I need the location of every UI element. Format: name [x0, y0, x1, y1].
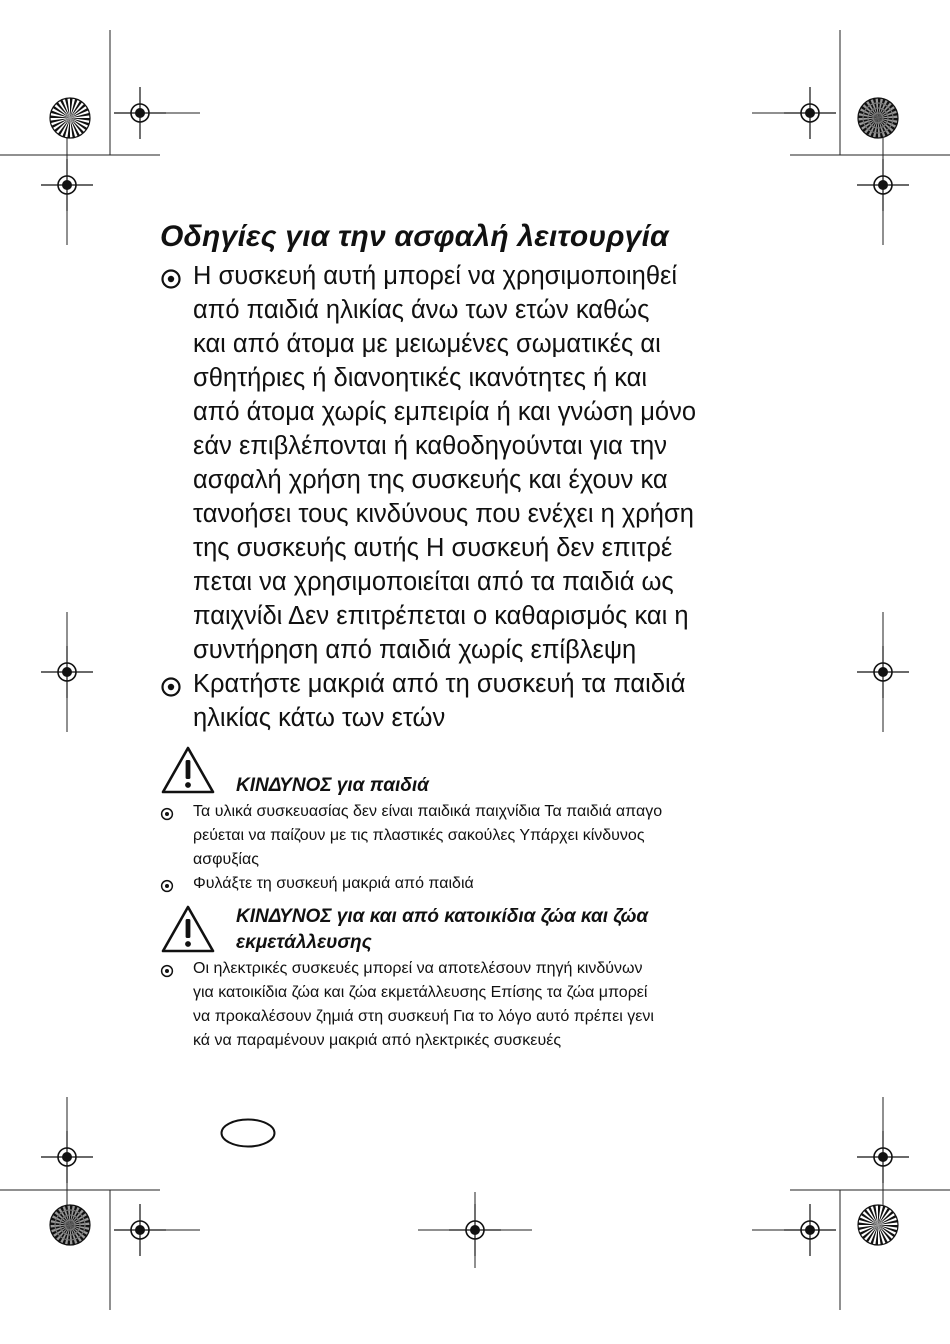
warning-animals-list [160, 957, 780, 1053]
color-star-target-icon [858, 98, 898, 138]
warning-item [160, 957, 780, 1053]
language-badge-oval-icon [220, 1118, 276, 1148]
instruction-list [160, 259, 780, 735]
registration-mark-icon [857, 646, 909, 698]
color-star-target-icon [858, 1205, 898, 1245]
text-line: για κατοικίδια ζώα και ζώα εκμετάλλευσης Επίσης τα ζώα μπορεί [193, 984, 648, 1001]
registration-mark-icon [114, 87, 166, 139]
text-line: τανοήσει τους κινδύνους που ενέχει η χρήση [193, 500, 694, 528]
instruction-item [160, 667, 780, 735]
warning-title [236, 904, 648, 956]
warning-item-text [193, 957, 780, 1053]
instruction-text [193, 667, 780, 735]
text-line: και από άτομα με μειωμένες σωματικές αι [193, 330, 661, 358]
warning-triangle-icon [160, 745, 216, 800]
text-line: ρεύεται να παίζουν με τις πλαστικές σακούλες Υπάρχει κίνδυνος [193, 827, 645, 844]
text-line: πεται να χρησιμοποιείται από τα παιδιά ως [193, 568, 674, 596]
text-line: παιχνίδι Δεν επιτρέπεται ο καθαρισμός και η [193, 602, 689, 630]
circled-dot-bullet-icon [160, 957, 193, 986]
registration-mark-icon [41, 159, 93, 211]
registration-mark-icon [784, 1204, 836, 1256]
warning-triangle-icon [160, 904, 216, 959]
circled-dot-bullet-icon [160, 800, 193, 829]
circled-dot-bullet-icon [160, 667, 193, 707]
text-line: κά να παραμένουν μακριά από ηλεκτρικές συσκευές [193, 1032, 562, 1049]
text-line: Τα υλικά συσκευασίας δεν είναι παιδικά παιχνίδια Τα παιδιά απαγο [193, 803, 663, 820]
text-line: Οι ηλεκτρικές συσκευές μπορεί να αποτελέσουν πηγή κινδύνων [193, 960, 643, 977]
instruction-text [193, 259, 780, 667]
warning-item-text [193, 800, 780, 872]
warning-animals-heading [160, 904, 648, 959]
color-star-target-icon [50, 1205, 90, 1245]
text-line: ηλικίας κάτω των ετών [193, 704, 446, 732]
registration-mark-icon [114, 1204, 166, 1256]
warning-title-line: ΚΙΝΔΥΝΟΣ για παιδιά [236, 775, 429, 796]
warning-item [160, 800, 780, 872]
text-line: σθητήριες ή διανοητικές ικανότητες ή και [193, 364, 648, 392]
warning-title-line: εκμετάλλευσης [236, 932, 372, 953]
warning-title [236, 773, 429, 799]
text-line: από παιδιά ηλικίας άνω των ετών καθώς [193, 296, 650, 324]
text-line: συντήρηση από παιδιά χωρίς επίβλεψη [193, 636, 637, 664]
warning-item [160, 872, 780, 901]
circled-dot-bullet-icon [160, 259, 193, 299]
text-line: από άτομα χωρίς εμπειρία ή και γνώση μόνο [193, 398, 697, 426]
text-line: Φυλάξτε τη συσκευή μακριά από παιδιά [193, 875, 474, 892]
registration-mark-icon [449, 1204, 501, 1256]
registration-mark-icon [857, 1131, 909, 1183]
text-line: Η συσκευή αυτή μπορεί να χρησιμοποιηθεί [193, 262, 678, 290]
text-line: ασφαλή χρήση της συσκευής και έχουν κα [193, 466, 668, 494]
text-line: ασφυξίας [193, 851, 259, 868]
text-line: Κρατήστε μακριά από τη συσκευή τα παιδιά [193, 670, 686, 698]
warning-children-heading [160, 745, 429, 800]
registration-mark-icon [784, 87, 836, 139]
circled-dot-bullet-icon [160, 872, 193, 901]
instruction-item [160, 259, 780, 667]
text-line: της συσκευής αυτής Η συσκευή δεν επιτρέ [193, 534, 673, 562]
registration-mark-icon [41, 646, 93, 698]
registration-mark-icon [41, 1131, 93, 1183]
registration-mark-icon [857, 159, 909, 211]
warning-item-text [193, 872, 780, 896]
warning-title-line: ΚΙΝΔΥΝΟΣ για και από κατοικίδια ζώα και ζώα [236, 906, 649, 927]
section-title: Οδηγίες για την ασφαλή λειτουργία [160, 220, 669, 253]
color-star-target-icon [50, 98, 90, 138]
warning-children-list [160, 800, 780, 901]
text-line: εάν επιβλέπονται ή καθοδηγούνται για την [193, 432, 667, 460]
text-line: να προκαλέσουν ζημιά στη συσκευή Για το λόγο αυτό πρέπει γενι [193, 1008, 654, 1025]
